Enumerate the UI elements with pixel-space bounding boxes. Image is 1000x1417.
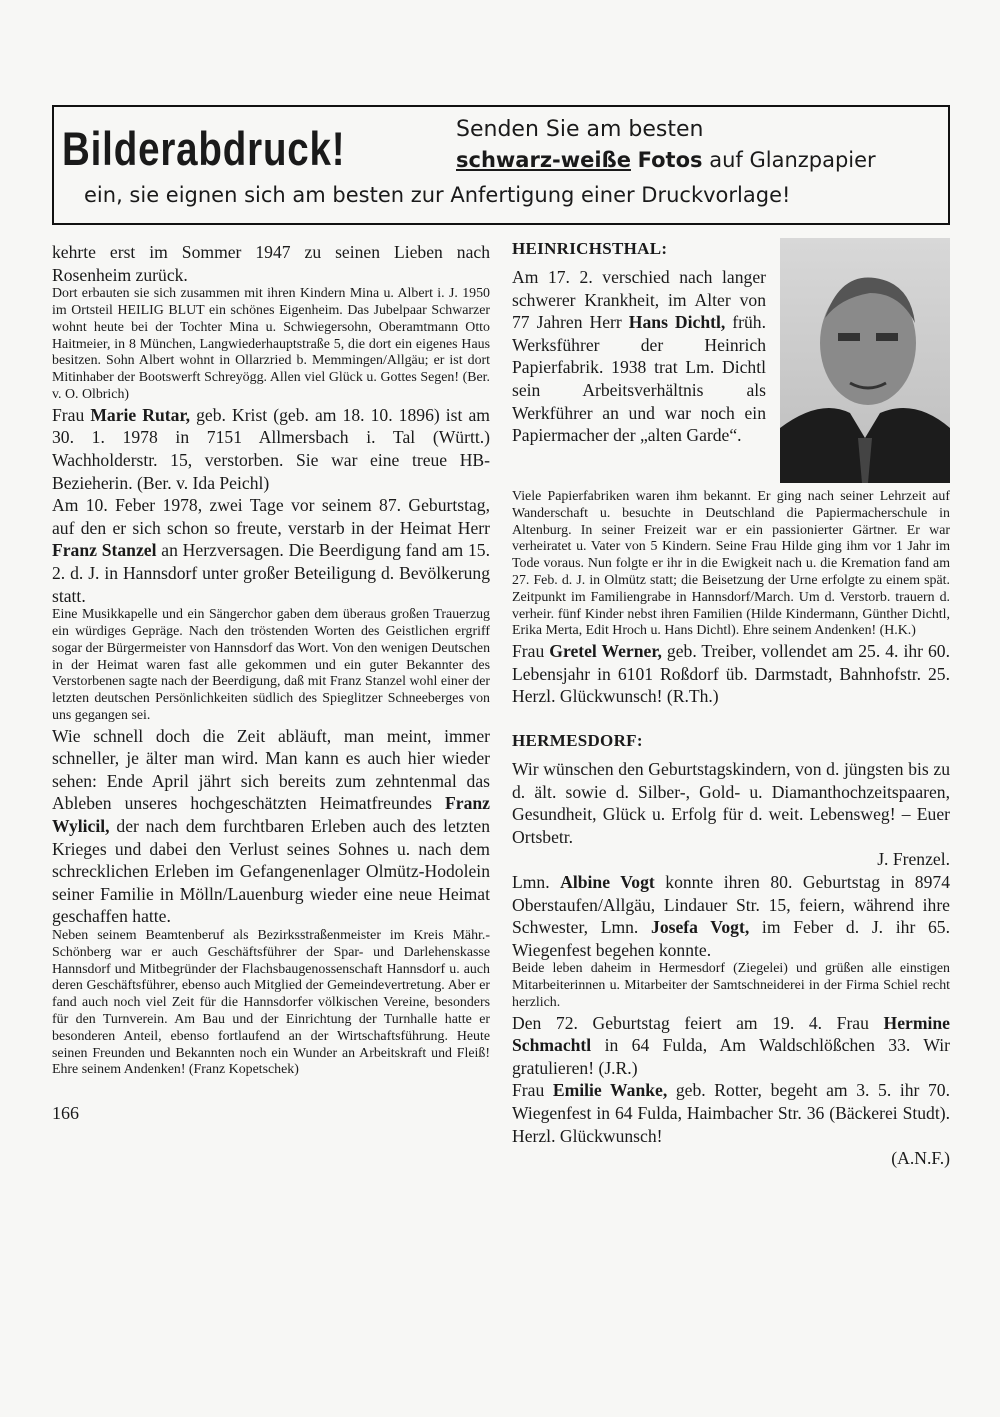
right-column-wrapper (512, 238, 950, 1170)
paragraph: Frau Marie Rutar, geb. Krist (geb. am 18. 10. 1896) ist am 30. 1. 1978 in 7151 Allmersbach i. Tal (Württ.) Wachholderstr. 15, verstorben. Sie war eine treue HB-Bezieherin. (Ber. v. Ida Peichl) (52, 404, 490, 493)
paragraph: Frau Gretel Werner, geb. Treiber, vollendet am 25. 4. ihr 60. Lebensjahr in 6101 Roßdorf üb. Darmstadt, Bahnhofstr. 25. Herzl. Glückwunsch! (R.Th.) (512, 641, 950, 707)
banner-line1: Senden Sie am besten (456, 117, 704, 142)
banner-line2 (456, 148, 876, 172)
right-column (512, 489, 950, 708)
banner-title: Bilderabdruck! (62, 122, 346, 175)
paragraph: Lmn. Albine Vogt konnte ihren 80. Geburtstag in 8974 Oberstaufen/Allgäu, Lindauer Str. 15, feiern, während ihre Schwester, Lmn. Josefa Vogt, im Feber d. J. ihr 65. Wiegenfest begehen konnte. (512, 871, 950, 960)
page-number: 166 (52, 1103, 79, 1124)
hermesdorf-section (512, 730, 950, 1170)
paragraph: Am 17. 2. verschied nach langer schwerer Krankheit, im Alter von 77 Jahren Herr Hans Dichtl, früh. Werksführer der Heinrich Papierfabrik. 1938 trat Lm. Dichtl sein Arbeitsverhältnis als Werkführer an und war noch ein Papiermacher der „alten Garde“. (512, 267, 766, 446)
paragraph: Den 72. Geburtstag feiert am 19. 4. Frau Hermine Schmachtl in 64 Fulda, Am Waldschlößchen 33. Wir gratulieren! (J.R.) (512, 1012, 950, 1078)
section-heading: HEINRICHSTHAL: (512, 239, 668, 258)
paragraph: Wie schnell doch die Zeit abläuft, man meint, immer schneller, je älter man wird. Man kann es auch hier wieder sehen: Ende April jährt sich bereits zum zehntenmal das Ableben unseres hochgeschätzten Heimatfreundes Franz Wylicil, der nach dem furchtbaren Erleben auch des letzten Krieges und dabei den Verlust seines Sohnes u. nach dem schrecklichen Erleben im Gefangenenlager Olmütz-Hodolein seiner Familie in Mölln/Lauenburg wieder eine neue Heimat geschaffen hatte. (52, 725, 490, 927)
left-column (52, 241, 490, 1079)
left-column-wrapper (52, 241, 490, 1124)
portrait-image (780, 238, 950, 483)
paragraph: Am 10. Feber 1978, zwei Tage vor seinem 87. Geburtstag, auf den er sich schon so freute, verstarb in der Heimat Herr Franz Stanzel an Herzversagen. Die Beerdigung fand am 15. 2. d. J. in Hannsdorf unter großer Beteiligung d. Bevölkerung statt. (52, 495, 491, 606)
signature: (A.N.F.) (891, 1148, 950, 1169)
paragraph: Dort erbauten sie sich zusammen mit ihren Kindern Mina u. Albert i. J. 1950 im Ortsteil HEILIG BLUT ein schönes Eigenheim. Das Jubelpaar Schwarzer wohnt heute bei der Tochter Mina u. Schwiegersohn, Oberamtmann Otto Haitmeier, in 8 München, Langwiederhauptstraße 5, die dort ein eigenes Haus besitzen. Sohn Albert wohnt in Ollarzried b. Memmingen/Allgäu; er ist dort Mitinhaber der Bootswerft Schreyögg. Allen viel Glück u. Gottes Segen! (Ber. v. O. Olbrich) (52, 286, 490, 402)
banner-bold2: Fotos (637, 148, 703, 172)
paragraph: Beide leben daheim in Hermesdorf (Ziegelei) und grüßen alle einstigen Mitarbeiterinnen u. Mitarbeiter der Samtschneiderei in der Firma Schiel recht herzlich. (512, 961, 950, 1010)
section-heading: HERMESDORF: (512, 730, 643, 750)
paragraph: Frau Emilie Wanke, geb. Rotter, begeht am 3. 5. ihr 70. Wiegenfest in 64 Fulda, Haimbacher Str. 36 (Bäckerei Studt). Herzl. Glückwunsch! (512, 1080, 950, 1146)
banner-bold: schwarz-weiße (456, 148, 631, 172)
signature: J. Frenzel. (877, 849, 950, 870)
banner-rest: auf Glanzpapier (709, 148, 876, 172)
paragraph: Neben seinem Beamtenberuf als Bezirksstraßenmeister im Kreis Mähr.-Schönberg war er auch Geschäftsführer der Spar- und Darlehenskasse Hannsdorf und Mitbegründer der Flachsbaugenossenschaft Hannsdorf u. auch deren Geschäftsführer, ebenso auch Mitglied der Gemeindevertretung. Aber er fand auch noch viel Zeit für die Hannsdorfer völkischen Vereine, besonders für den Turnverein. Am Bau und der Einrichtung der Turnhalle hatte er besonderen Anteil, ebenso fortlaufend an der Wirtschaftsführung. Heute seinen Freunden und Bekannten noch ein Wunder an Arbeitskraft und Fleiß! Ehre seinem Andenken! (Franz Kopetschek) (52, 928, 490, 1078)
banner-line3: ein, sie eignen sich am besten zur Anfertigung einer Druckvorlage! (84, 183, 791, 207)
paragraph: kehrte erst im Sommer 1947 zu seinen Lieben nach Rosenheim zurück. (52, 242, 490, 285)
paragraph: Eine Musikkapelle und ein Sängerchor gaben dem überaus großen Trauerzug ein würdiges Gepräge. Nach den tröstenden Worten des Geistlichen ergriff sogar der Bürgermeister von Hannsdorf das Wort. Von den wenigen Deutschen in der Heimat waren fast alle gekommen und ein guter Bekannter des Verstorbenen sagte nach der Beerdigung, daß mit Franz Stanzel wohl einer der letzten deutschen Persönlichkeiten südlich des Spieglitzer Schneeberges von uns gegangen sei. (52, 607, 491, 723)
paragraph: Wir wünschen den Geburtstagskindern, von d. jüngsten bis zu d. ält. sowie d. Silber-, Gold- u. Diamanthochzeitspaaren, Gesundheit, Glück u. Erfolg für d. weit. Lebensweg! – Euer Ortsbetr. (512, 758, 950, 847)
portrait-photo (780, 238, 950, 483)
paragraph: Viele Papierfabriken waren ihm bekannt. Er ging nach seiner Lehrzeit auf Wanderschaft u. besuchte in Deutschland die Papiermacherschule in Altenburg. In seiner Freizeit war er ein passionierter Gärtner. Er war verheiratet u. Vater von 5 Kindern. Seine Frau Hilde ging ihm vor 1 Jahr im Tode voraus. Nun folgte er ihr in die Ewigkeit nach u. die Kremation fand am 27. Feb. d. J. in Olmütz statt; die Beisetzung der Urne erfolgte zu einem spät. Zeitpunkt im Familiengrabe in Hannsdorf/March. Um d. Verstorb. trauern d. verheir. fünf Kinder nebst ihren Familien (Hilde Kindermann, Günther Dichtl, Erika Merta, Edit Hroch u. Hans Dichtl). Ehre seinem Andenken! (H.K.) (512, 489, 950, 639)
banner-box (52, 105, 950, 225)
